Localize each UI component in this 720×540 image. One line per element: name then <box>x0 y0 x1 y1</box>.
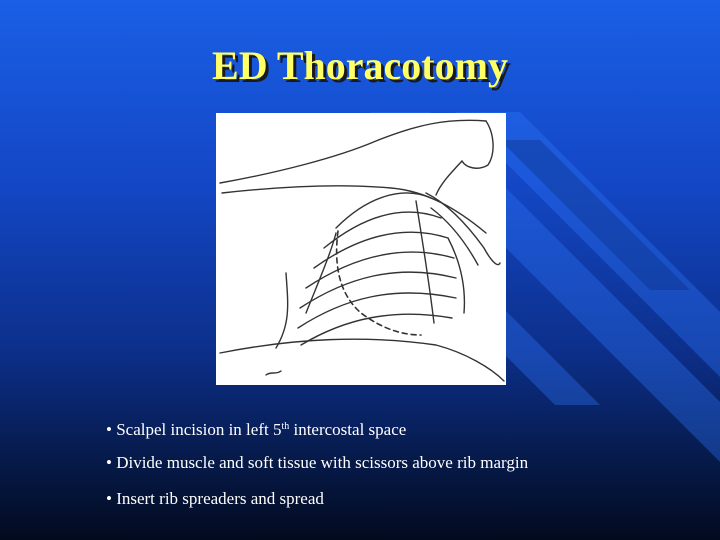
bullet-marker: • <box>106 453 117 472</box>
bullet-text: Insert rib spreaders and spread <box>116 489 324 508</box>
bullet-text: Scalpel incision in left 5 <box>116 420 282 439</box>
slide-title: ED Thoracotomy <box>212 43 508 88</box>
bullet-text: Divide muscle and soft tissue with scissors above rib margin <box>116 453 529 472</box>
bullet-marker: • <box>106 420 117 439</box>
bullet-list <box>106 414 706 522</box>
thoracotomy-illustration <box>216 113 506 385</box>
thoracotomy-drawing <box>216 113 506 385</box>
bullet-item-incision <box>106 414 706 450</box>
bullet-item-spreaders <box>106 486 706 522</box>
bullet-item-divide <box>106 450 706 486</box>
bullet-marker: • <box>106 489 117 508</box>
bullet-text-after: intercostal space <box>289 420 407 439</box>
ordinal-suffix: th <box>281 421 290 432</box>
